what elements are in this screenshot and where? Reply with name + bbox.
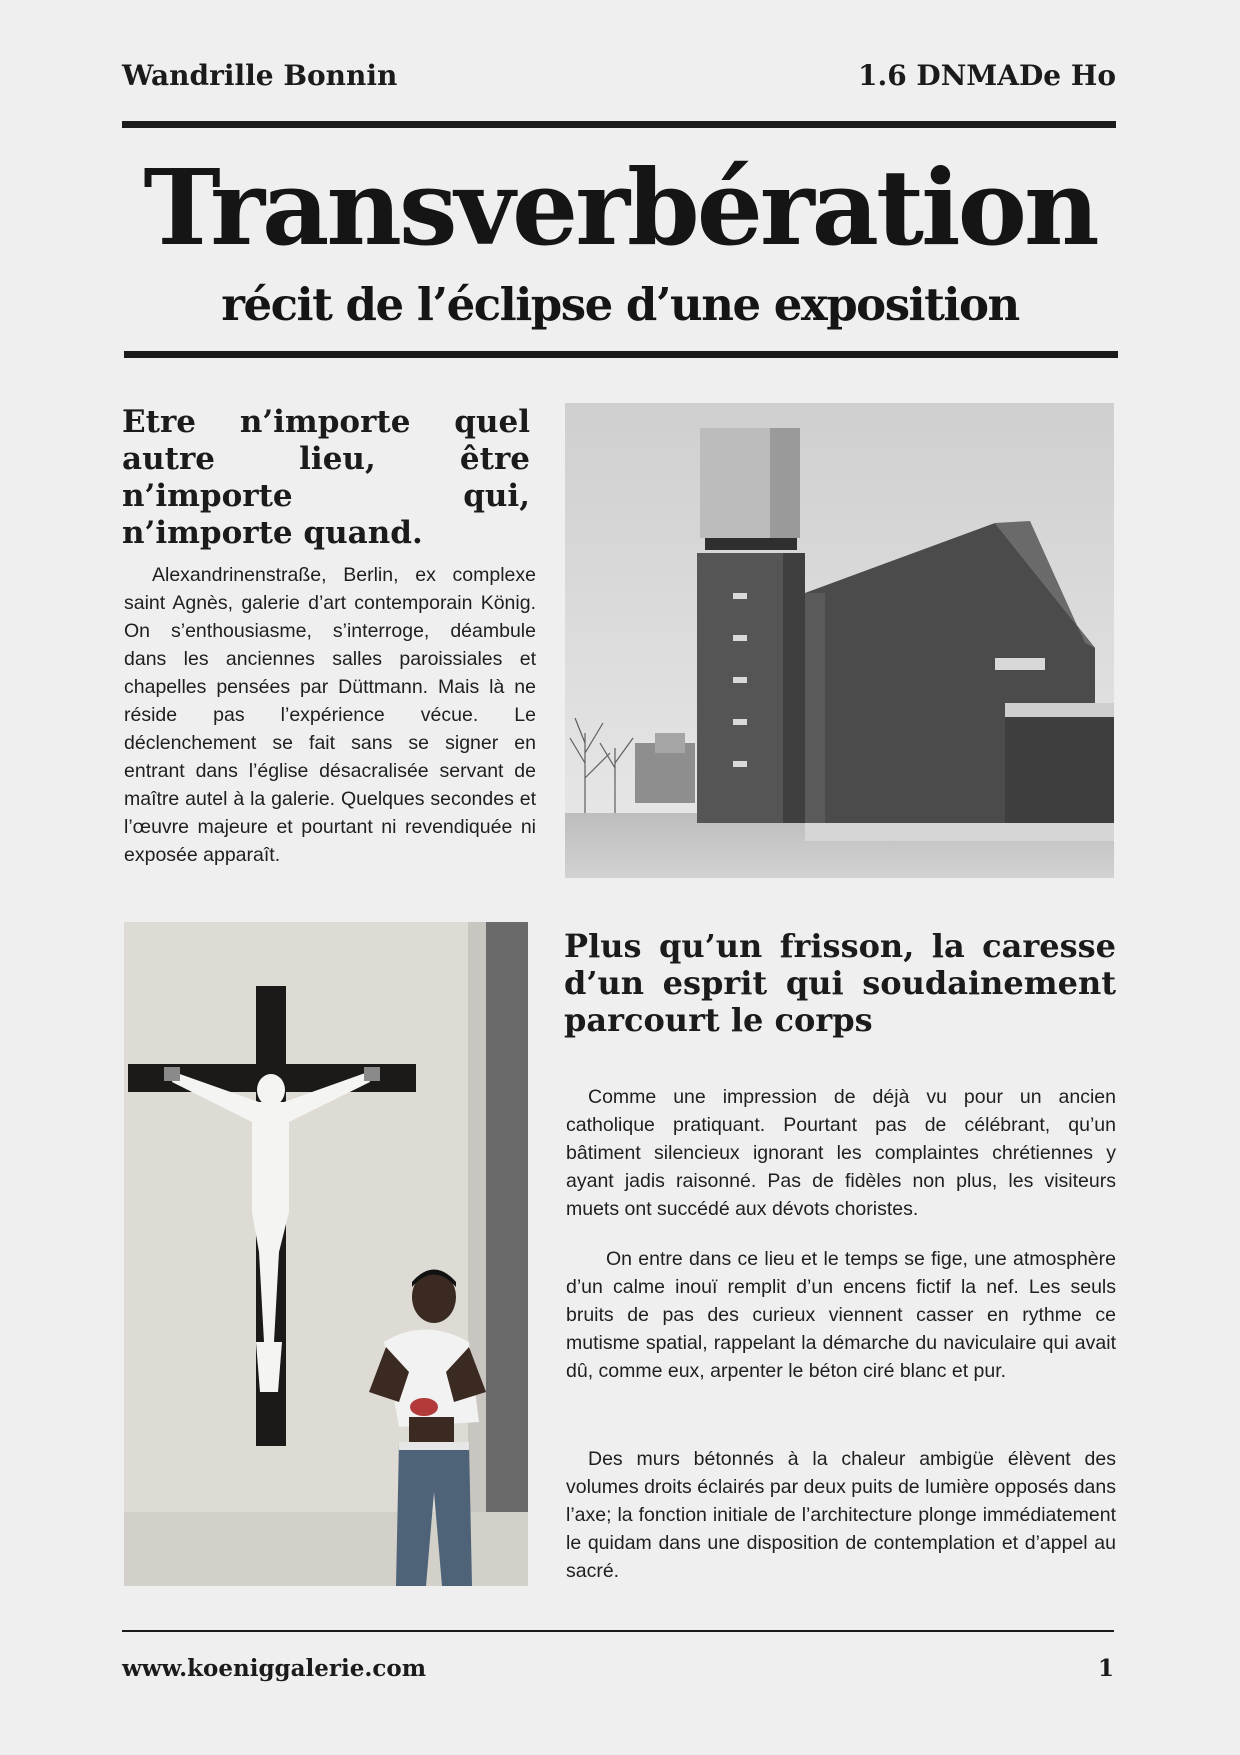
section-1-paragraph: Alexandrinenstraße, Berlin, ex complexe saint Agnès, galerie d’art contemporain König. On s’enthousiasme, s’interroge, déambule dans les anciennes salles paroissiales et chapelles pensées par Düttmann. Mais là ne réside pas l’expérience vécue. Le déclenchement se fait sans se signer en entrant dans l’église désacralisée servant de maître autel à la galerie. Quelques secondes et l’œuvre majeure et pourtant ni revendiquée ni exposée apparaît. bbox=[124, 564, 536, 866]
website-link[interactable]: www.koeniggalerie.com bbox=[122, 1655, 427, 1682]
title-divider bbox=[124, 351, 1118, 358]
course-label: 1.6 DNMADe Ho bbox=[857, 59, 1116, 92]
section-1-heading: Etre n’importe quel autre lieu, être n’importe qui, n’importe quand. bbox=[122, 404, 530, 551]
crucifix-sculpture-photo bbox=[124, 922, 528, 1586]
section-2-heading: Plus qu’un frisson, la caresse d’un esprit qui soudainement parcourt le corps bbox=[564, 927, 1116, 1039]
top-divider bbox=[122, 121, 1116, 128]
page-subtitle: récit de l’éclipse d’une exposition bbox=[221, 278, 1019, 331]
page-title: Transverbération bbox=[143, 146, 1097, 269]
section-2-paragraph-3: Des murs bétonnés à la chaleur ambigüe élèvent des volumes droits éclairés par deux puits de lumière opposés dans l’axe; la fonction initiale de l’architecture plonge immédiatement le quidam dans une disposition de contemplation et d’appel au sacré. bbox=[566, 1448, 1116, 1582]
church-building-photo bbox=[565, 403, 1114, 878]
page-number: 1 bbox=[1097, 1655, 1114, 1682]
author-name: Wandrille Bonnin bbox=[122, 59, 398, 92]
section-2-paragraph-2: On entre dans ce lieu et le temps se fige, une atmosphère d’un calme inouï remplit d’un encens fictif la nef. Les seuls bruits de pas des curieux viennent casser en rythme ce mutisme spatial, rappelant la démarche du naviculaire qui avait dû, comme eux, arpenter le béton ciré blanc et pur. bbox=[566, 1248, 1116, 1382]
footer-divider bbox=[122, 1630, 1114, 1632]
section-2-paragraph-1: Comme une impression de déjà vu pour un ancien catholique pratiquant. Pourtant pas de célébrant, qu’un bâtiment silencieux ignorant les complaintes chrétiennes y ayant jadis raisonné. Pas de fidèles non plus, les visiteurs muets ont succédé aux dévots choristes. bbox=[566, 1086, 1116, 1220]
